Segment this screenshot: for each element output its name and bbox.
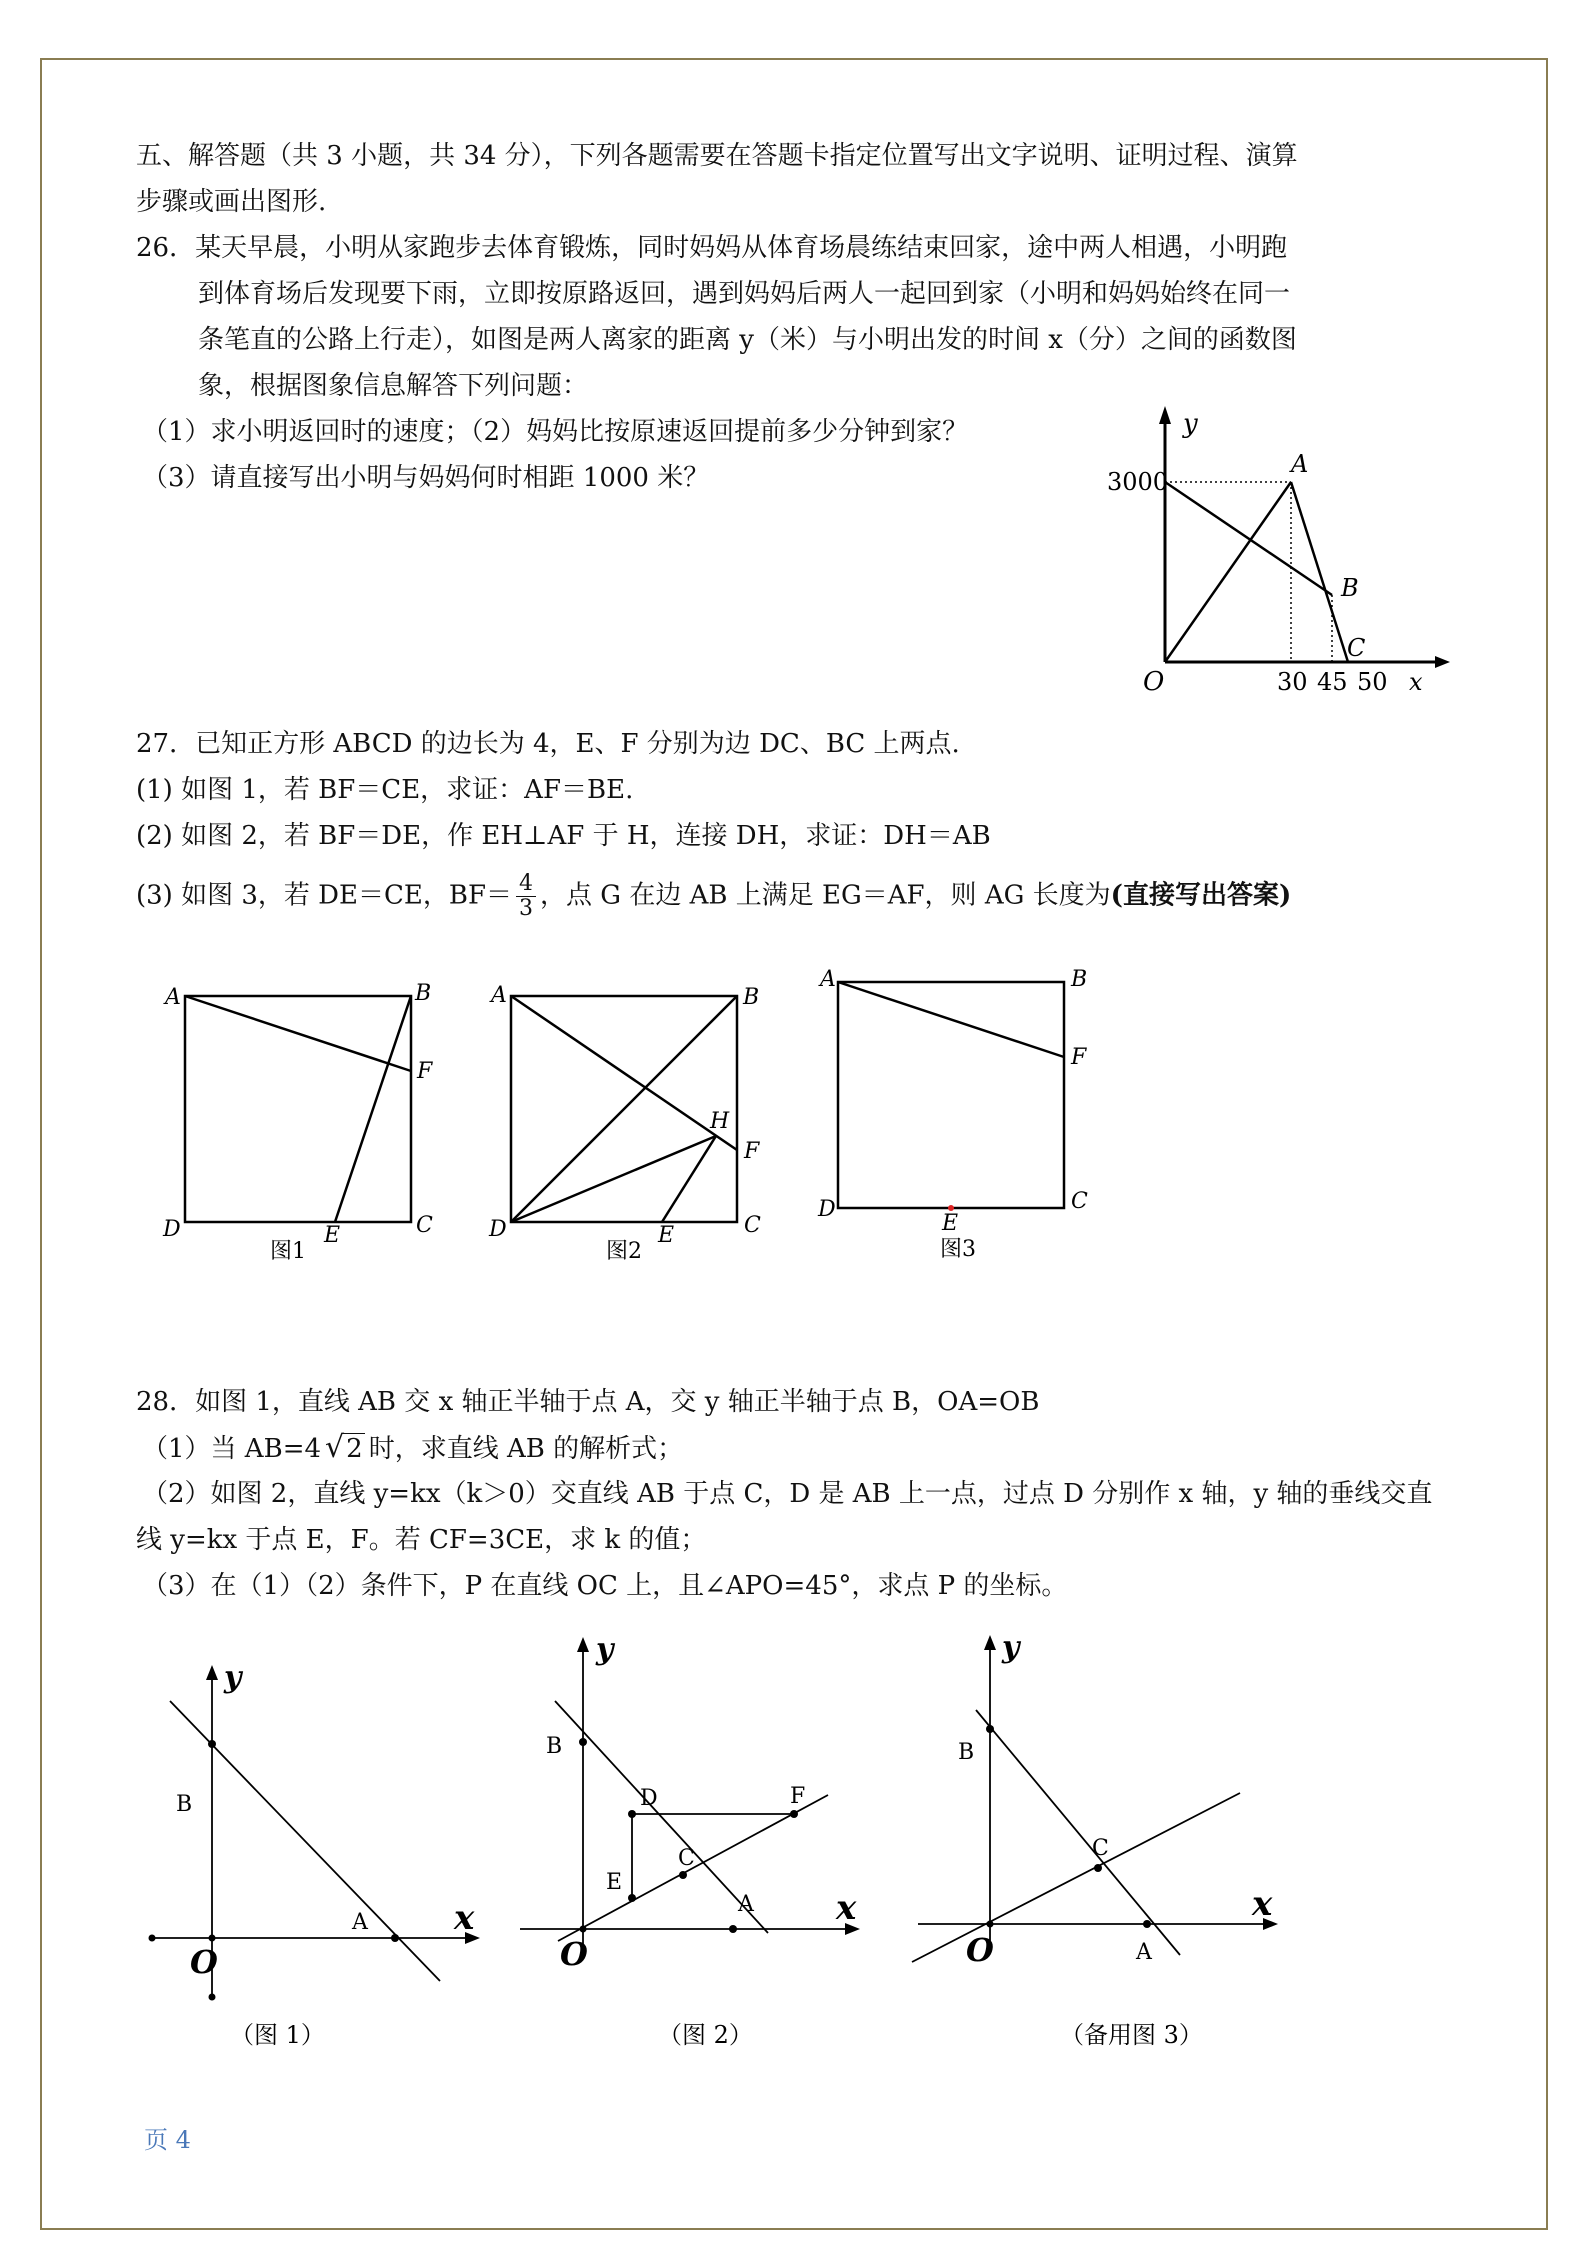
fig1-point-a bbox=[391, 1934, 399, 1942]
q27-sub2: (2) 如图 2，若 BF＝DE，作 EH⊥AF 于 H，连接 DH，求证：DH＝AB bbox=[136, 821, 991, 851]
fig1-y-label: y bbox=[224, 1660, 242, 1695]
fig2-a-label: A bbox=[738, 1892, 754, 1917]
fig2-e-label: E bbox=[606, 1870, 623, 1895]
fig3-line-ab bbox=[976, 1710, 1180, 1955]
fig2-point-a bbox=[729, 1925, 737, 1933]
q26-line3: 条笔直的公路上行走），如图是两人离家的距离 y（米）与小明出发的时间 x（分）之间的函数图 bbox=[198, 325, 1297, 355]
fraction-denominator: 3 bbox=[519, 896, 534, 921]
fig3-label-b: B bbox=[1071, 967, 1088, 992]
q28-sub1 bbox=[142, 1430, 683, 1467]
fig3-caption: 图3 bbox=[940, 1237, 976, 1262]
fig2-label-d: D bbox=[489, 1217, 507, 1242]
q27-sub3-part-b: ，点 G 在边 AB 上满足 EG＝AF，则 AG 长度为 bbox=[540, 880, 1111, 911]
q27-sub1: (1) 如图 1，若 BF＝CE，求证：AF＝BE. bbox=[136, 775, 634, 805]
fig3-square bbox=[838, 982, 1064, 1208]
fig2-origin-point bbox=[580, 1926, 587, 1933]
fig3-b-label: B bbox=[958, 1740, 975, 1765]
fig3-label-f: F bbox=[1071, 1045, 1087, 1070]
fig1-x-label: x bbox=[454, 1898, 475, 1938]
fig2-b-label: B bbox=[546, 1734, 563, 1759]
fig2-segment-af bbox=[511, 996, 737, 1150]
fig2-point-c bbox=[679, 1871, 687, 1879]
fig3-origin-point bbox=[987, 1921, 994, 1928]
q26-sub3: （3）请直接写出小明与妈妈何时相距 1000 米？ bbox=[142, 463, 710, 493]
x-tick-50: 50 bbox=[1357, 668, 1388, 696]
fig3-y-label: y bbox=[1002, 1630, 1020, 1665]
fig2-d-label: D bbox=[640, 1786, 658, 1811]
fig2-segment-eh bbox=[662, 1136, 716, 1222]
q26-line1: 26．某天早晨，小明从家跑步去体育锻炼，同时妈妈从体育场晨练结束回家，途中两人相遇，小明跑 bbox=[136, 233, 1288, 263]
fig3-caption: （备用图 3） bbox=[1060, 2021, 1203, 2049]
q26-line4: 象，根据图象信息解答下列问题： bbox=[198, 371, 589, 401]
fig3-o-label: O bbox=[966, 1931, 994, 1969]
q27-line1: 27．已知正方形 ABCD 的边长为 4，E、F 分别为边 DC、BC 上两点. bbox=[136, 729, 960, 759]
fig2-caption: 图2 bbox=[606, 1239, 642, 1264]
fig2-o-label: O bbox=[560, 1935, 588, 1973]
fig1-point-b bbox=[208, 1740, 216, 1748]
q26-function-graph bbox=[1085, 400, 1465, 700]
q27-fig2 bbox=[488, 983, 761, 1264]
fig1-label-d: D bbox=[163, 1217, 181, 1242]
x-tick-30: 30 bbox=[1277, 668, 1308, 696]
q28-sub2-line2: 线 y=kx 于点 E，F。若 CF=3CE，求 k 的值； bbox=[136, 1525, 707, 1555]
x-axis-arrow bbox=[1435, 656, 1450, 668]
q27-sub3 bbox=[136, 872, 1291, 921]
fig1-a-label: A bbox=[352, 1910, 368, 1935]
sqrt-symbol: √ bbox=[325, 1430, 345, 1465]
fig3-label-d: D bbox=[818, 1197, 836, 1222]
fig2-segment-bd bbox=[511, 996, 737, 1222]
point-a-label: A bbox=[1291, 450, 1309, 478]
fig1-segment-af bbox=[185, 996, 411, 1071]
point-c-label: C bbox=[1347, 634, 1366, 662]
q28-figures bbox=[140, 1625, 1300, 2065]
point-b-label: B bbox=[1341, 574, 1359, 602]
mom-line bbox=[1165, 482, 1332, 595]
fig1-label-a: A bbox=[165, 985, 181, 1010]
fig2-label-c: C bbox=[744, 1213, 761, 1238]
q28-sub2-line1: （2）如图 2，直线 y=kx（k＞0）交直线 AB 于点 C，D 是 AB 上一点，过点 D 分别作 x 轴，y 轴的垂线交直 bbox=[142, 1479, 1433, 1509]
y-axis-arrow bbox=[1159, 406, 1171, 424]
q27-sub3-part-c: (直接写出答案) bbox=[1110, 880, 1292, 911]
fig1-label-c: C bbox=[416, 1213, 433, 1238]
fraction-numerator: 4 bbox=[516, 872, 536, 897]
origin-label: O bbox=[1143, 667, 1165, 697]
fig2-segment-dh bbox=[511, 1136, 716, 1222]
y-axis-label: y bbox=[1183, 409, 1198, 439]
x-axis-label: x bbox=[1409, 668, 1423, 696]
q27-fig1 bbox=[162, 981, 433, 1264]
fig3-label-c: C bbox=[1071, 1189, 1088, 1214]
fig2-point-d bbox=[628, 1810, 636, 1818]
fig3-c-label: C bbox=[1092, 1836, 1109, 1861]
fig1-o-label: O bbox=[190, 1943, 218, 1981]
fig3-point-a bbox=[1143, 1920, 1151, 1928]
fig2-point-b bbox=[579, 1738, 587, 1746]
q27-fig3 bbox=[817, 967, 1088, 1262]
section-heading-line1: 五、解答题（共 3 小题，共 34 分），下列各题需要在答题卡指定位置写出文字说明、证明过程、演算 bbox=[136, 141, 1298, 171]
fig2-point-e bbox=[628, 1894, 636, 1902]
fig3-label-a: A bbox=[820, 967, 836, 992]
fig1-label-b: B bbox=[415, 981, 432, 1006]
ming-outbound-line bbox=[1165, 482, 1291, 662]
fig2-label-e: E bbox=[658, 1223, 675, 1248]
page-number: 页 4 bbox=[144, 2126, 191, 2154]
fig1-b-label: B bbox=[176, 1792, 193, 1817]
fig2-label-h: H bbox=[710, 1109, 730, 1134]
fig2-label-a: A bbox=[491, 983, 507, 1008]
fig1-origin-point bbox=[209, 1935, 216, 1942]
y-tick-3000: 3000 bbox=[1107, 468, 1169, 496]
fig2-x-label: x bbox=[836, 1888, 857, 1928]
q27-figures bbox=[150, 960, 1150, 1280]
fig2-caption: （图 2） bbox=[658, 2021, 753, 2049]
q26-sub1: （1）求小明返回时的速度；（2）妈妈比按原速返回提前多少分钟到家？ bbox=[142, 417, 969, 447]
fig2-point-f bbox=[790, 1810, 798, 1818]
fig3-a-label: A bbox=[1136, 1940, 1152, 1965]
fig2-label-b: B bbox=[743, 985, 760, 1010]
fig1-segment-be bbox=[335, 996, 411, 1222]
sqrt-expression bbox=[325, 1430, 365, 1467]
q28-line1: 28．如图 1，直线 AB 交 x 轴正半轴于点 A，交 y 轴正半轴于点 B，OA=OB bbox=[136, 1387, 1040, 1417]
fig1-square bbox=[185, 996, 411, 1222]
fig2-label-f: F bbox=[744, 1139, 760, 1164]
fig3-point-b bbox=[986, 1725, 994, 1733]
fig3-label-e: E bbox=[942, 1211, 959, 1236]
q28-fig1 bbox=[149, 1660, 481, 2049]
fig1-label-f: F bbox=[417, 1059, 433, 1084]
fraction-4-3 bbox=[516, 872, 536, 921]
section-heading-line2: 步骤或画出图形. bbox=[136, 187, 327, 217]
fig1-caption: 图1 bbox=[270, 1239, 306, 1264]
q27-sub3-part-a: (3) 如图 3，若 DE＝CE，BF＝ bbox=[136, 880, 513, 911]
sqrt-radicand: 2 bbox=[346, 1434, 363, 1464]
fig3-y-arrow bbox=[984, 1635, 996, 1650]
fig1-y-axis-end bbox=[209, 1994, 216, 2001]
fig1-y-arrow bbox=[206, 1665, 218, 1680]
q28-sub1-part-a: （1）当 AB=4 bbox=[142, 1434, 322, 1464]
q28-fig2 bbox=[520, 1632, 860, 2049]
fig3-x-label: x bbox=[1252, 1884, 1273, 1924]
fig1-caption: （图 1） bbox=[230, 2021, 325, 2049]
x-tick-45: 45 bbox=[1317, 668, 1348, 696]
fig2-f-label: F bbox=[790, 1784, 806, 1809]
q28-sub3: （3）在（1）（2）条件下，P 在直线 OC 上，且∠APO=45°，求点 P 的坐标。 bbox=[142, 1571, 1068, 1601]
fig2-c-label: C bbox=[678, 1846, 695, 1871]
fig1-x-axis-end bbox=[149, 1935, 156, 1942]
fig3-segment-af bbox=[838, 982, 1064, 1057]
fig2-y-label: y bbox=[596, 1632, 614, 1667]
fig2-line-ab bbox=[555, 1701, 768, 1933]
fig1-label-e: E bbox=[324, 1223, 341, 1248]
q28-fig3 bbox=[912, 1630, 1278, 2049]
fig3-point-c bbox=[1094, 1864, 1102, 1872]
q26-line2: 到体育场后发现要下雨，立即按原路返回，遇到妈妈后两人一起回到家（小明和妈妈始终在同一 bbox=[198, 279, 1291, 309]
q28-sub1-part-b: 时，求直线 AB 的解析式； bbox=[368, 1434, 684, 1464]
fig3-line-oc bbox=[912, 1793, 1240, 1962]
fig2-y-arrow bbox=[577, 1637, 589, 1652]
